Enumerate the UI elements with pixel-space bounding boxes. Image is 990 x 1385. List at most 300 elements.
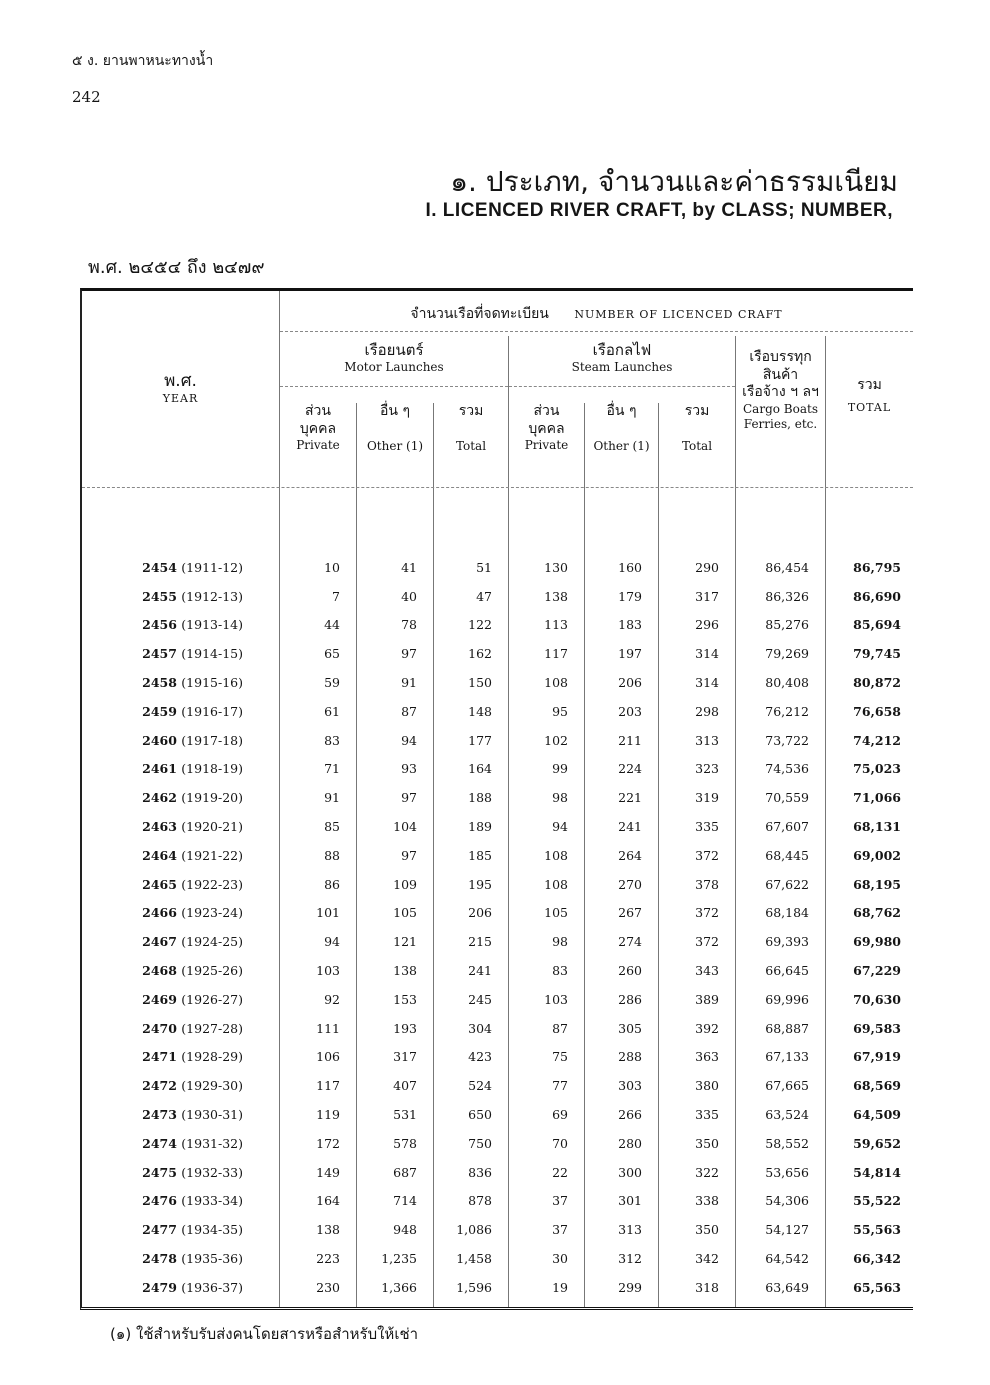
steam-private-header — [509, 403, 584, 453]
year-period: (1912-13) — [181, 588, 243, 604]
private-thai-1: ส่วน — [533, 403, 560, 419]
st-cell: 335 — [695, 1107, 719, 1123]
cargo-cell: 69,996 — [765, 991, 809, 1007]
so-cell: 179 — [618, 588, 642, 604]
st-cell: 350 — [695, 1135, 719, 1151]
header-rule — [280, 386, 508, 387]
header-rule — [509, 386, 735, 387]
private-thai-2: บุคคล — [299, 420, 337, 437]
year-value: 2479 — [142, 1279, 177, 1295]
sp-cell: 99 — [552, 761, 568, 777]
mt-cell: 185 — [468, 847, 492, 863]
total-cell: 67,229 — [853, 963, 901, 979]
sp-cell: 30 — [552, 1251, 568, 1267]
year-cell — [82, 611, 279, 640]
licensed-header-thai: จำนวนเรือที่จดทะเบียน — [410, 306, 549, 322]
st-cell: 335 — [695, 819, 719, 835]
table-row — [82, 582, 913, 611]
cargo-header-thai-3: เรือจ้าง ฯ ลฯ — [742, 384, 819, 400]
data-body — [82, 553, 913, 1302]
total-cell: 64,509 — [853, 1107, 901, 1123]
sp-cell: 95 — [552, 703, 568, 719]
sub-total-english: Total — [681, 438, 713, 453]
cargo-cell: 54,127 — [765, 1222, 809, 1238]
table-row — [82, 726, 913, 755]
sp-cell: 108 — [544, 675, 568, 691]
running-head: ๕ ง. ยานพาหนะทางน้ำ — [72, 53, 214, 69]
mo-cell: 687 — [393, 1164, 417, 1180]
year-cell — [82, 1129, 279, 1158]
year-value: 2474 — [142, 1135, 177, 1151]
table-row — [82, 755, 913, 784]
year-header-english: YEAR — [162, 392, 199, 406]
mp-cell: 111 — [316, 1020, 340, 1036]
so-cell: 301 — [618, 1193, 642, 1209]
year-cell — [82, 1043, 279, 1072]
so-cell: 264 — [618, 847, 642, 863]
mo-cell: 41 — [401, 559, 417, 575]
year-cell — [82, 870, 279, 899]
sub-total-thai: รวม — [458, 403, 484, 419]
st-cell: 298 — [695, 703, 719, 719]
table-row — [82, 1129, 913, 1158]
cargo-cell: 64,542 — [765, 1251, 809, 1267]
other-english: Other (1) — [593, 438, 650, 453]
sp-cell: 130 — [544, 559, 568, 575]
motor-launches-header — [280, 341, 508, 375]
table-row — [82, 927, 913, 956]
st-cell: 389 — [695, 991, 719, 1007]
mt-cell: 47 — [476, 588, 492, 604]
year-period: (1931-32) — [181, 1135, 243, 1151]
sp-cell: 69 — [552, 1107, 568, 1123]
mo-cell: 1,235 — [381, 1251, 417, 1267]
sp-cell: 22 — [552, 1164, 568, 1180]
year-value: 2469 — [142, 991, 177, 1007]
mp-cell: 117 — [316, 1078, 340, 1094]
st-cell: 296 — [695, 617, 719, 633]
year-value: 2463 — [142, 819, 177, 835]
so-cell: 305 — [618, 1020, 642, 1036]
year-cell — [82, 1014, 279, 1043]
mo-cell: 109 — [393, 876, 417, 892]
cargo-cell: 73,722 — [765, 732, 809, 748]
year-period: (1911-12) — [181, 559, 243, 575]
year-period: (1922-23) — [181, 876, 243, 892]
mo-cell: 40 — [401, 588, 417, 604]
cargo-cell: 74,536 — [765, 761, 809, 777]
table-row — [82, 1043, 913, 1072]
so-cell: 206 — [618, 675, 642, 691]
year-cell — [82, 1215, 279, 1244]
cargo-header-english-1: Cargo Boats — [743, 401, 818, 416]
mo-cell: 317 — [393, 1049, 417, 1065]
mp-cell: 86 — [324, 876, 340, 892]
motor-header-english: Motor Launches — [344, 359, 444, 374]
table-row — [82, 697, 913, 726]
mo-cell: 104 — [393, 819, 417, 835]
cargo-cell: 67,133 — [765, 1049, 809, 1065]
so-cell: 241 — [618, 819, 642, 835]
year-period: (1921-22) — [181, 847, 243, 863]
year-value: 2461 — [142, 761, 177, 777]
mt-cell: 524 — [468, 1078, 492, 1094]
header-rule — [280, 331, 913, 332]
st-cell: 317 — [695, 588, 719, 604]
year-period: (1925-26) — [181, 963, 243, 979]
motor-private-header — [280, 403, 356, 453]
mt-cell: 189 — [468, 819, 492, 835]
st-cell: 342 — [695, 1251, 719, 1267]
total-cell: 76,658 — [853, 703, 901, 719]
mt-cell: 750 — [468, 1135, 492, 1151]
motor-other-header — [357, 403, 433, 454]
sp-cell: 37 — [552, 1222, 568, 1238]
statistics-table — [80, 288, 913, 1310]
cargo-cell: 67,665 — [765, 1078, 809, 1094]
mt-cell: 650 — [468, 1107, 492, 1123]
year-value: 2473 — [142, 1107, 177, 1123]
year-cell — [82, 1187, 279, 1216]
total-cell: 86,795 — [853, 559, 901, 575]
so-cell: 313 — [618, 1222, 642, 1238]
mt-cell: 148 — [468, 703, 492, 719]
cargo-cell: 68,445 — [765, 847, 809, 863]
other-english: Other (1) — [366, 438, 424, 453]
year-value: 2466 — [142, 905, 177, 921]
year-cell — [82, 841, 279, 870]
so-cell: 299 — [618, 1279, 642, 1295]
mp-cell: 119 — [316, 1107, 340, 1123]
year-cell — [82, 1071, 279, 1100]
sp-cell: 105 — [544, 905, 568, 921]
year-value: 2458 — [142, 675, 177, 691]
mt-cell: 195 — [468, 876, 492, 892]
table-row — [82, 1100, 913, 1129]
table-row — [82, 783, 913, 812]
total-cell: 75,023 — [853, 761, 901, 777]
mo-cell: 94 — [401, 732, 417, 748]
sp-cell: 75 — [552, 1049, 568, 1065]
year-value: 2462 — [142, 790, 177, 806]
data-table — [82, 553, 913, 1302]
total-cell: 86,690 — [853, 588, 901, 604]
motor-header-thai: เรือยนตร์ — [364, 341, 424, 359]
st-cell: 313 — [695, 732, 719, 748]
sp-cell: 117 — [544, 646, 568, 662]
title-english: I. LICENCED RIVER CRAFT, by CLASS; NUMBER, — [425, 200, 893, 221]
so-cell: 270 — [618, 876, 642, 892]
year-value: 2464 — [142, 847, 177, 863]
mt-cell: 51 — [476, 559, 492, 575]
table-row — [82, 870, 913, 899]
year-cell — [82, 726, 279, 755]
steam-other-header — [585, 403, 658, 454]
year-value: 2475 — [142, 1164, 177, 1180]
year-period: (1920-21) — [181, 819, 243, 835]
mp-cell: 164 — [316, 1193, 340, 1209]
total-cell: 71,066 — [853, 790, 901, 806]
mp-cell: 92 — [324, 991, 340, 1007]
so-cell: 267 — [618, 905, 642, 921]
private-english: Private — [296, 438, 340, 452]
cargo-cell: 63,524 — [765, 1107, 809, 1123]
so-cell: 183 — [618, 617, 642, 633]
mt-cell: 150 — [468, 675, 492, 691]
licensed-header — [280, 303, 913, 324]
year-period: (1924-25) — [181, 934, 243, 950]
sp-cell: 87 — [552, 1020, 568, 1036]
st-cell: 323 — [695, 761, 719, 777]
year-value: 2457 — [142, 646, 177, 662]
mo-cell: 407 — [393, 1078, 417, 1094]
cargo-boats-header — [736, 349, 825, 432]
year-cell — [82, 956, 279, 985]
year-cell — [82, 1273, 279, 1302]
mt-cell: 122 — [468, 617, 492, 633]
sp-cell: 103 — [544, 991, 568, 1007]
sp-cell: 108 — [544, 876, 568, 892]
total-cell: 68,762 — [853, 905, 901, 921]
private-thai-2: บุคคล — [528, 420, 565, 437]
st-cell: 322 — [695, 1164, 719, 1180]
year-cell — [82, 639, 279, 668]
licensed-header-english: NUMBER OF LICENCED CRAFT — [574, 308, 783, 321]
year-value: 2478 — [142, 1251, 177, 1267]
mp-cell: 230 — [316, 1279, 340, 1295]
year-cell — [82, 582, 279, 611]
mo-cell: 578 — [393, 1135, 417, 1151]
mo-cell: 1,366 — [381, 1279, 417, 1295]
cargo-cell: 76,212 — [765, 703, 809, 719]
cargo-cell: 66,645 — [765, 963, 809, 979]
mo-cell: 948 — [393, 1222, 417, 1238]
sp-cell: 113 — [544, 617, 568, 633]
so-cell: 197 — [618, 646, 642, 662]
year-period: (1929-30) — [181, 1078, 243, 1094]
mp-cell: 138 — [316, 1222, 340, 1238]
total-header-english: TOTAL — [847, 400, 892, 414]
mo-cell: 93 — [401, 761, 417, 777]
mo-cell: 97 — [401, 646, 417, 662]
cargo-cell: 69,393 — [765, 934, 809, 950]
year-period: (1914-15) — [181, 646, 243, 662]
mp-cell: 223 — [316, 1251, 340, 1267]
total-header-thai: รวม — [857, 377, 882, 393]
total-cell: 65,563 — [853, 1279, 901, 1295]
table-row — [82, 1273, 913, 1302]
st-cell: 314 — [695, 675, 719, 691]
year-value: 2456 — [142, 617, 177, 633]
header-rule — [82, 487, 913, 488]
total-cell: 79,745 — [853, 646, 901, 662]
table-row — [82, 1215, 913, 1244]
mo-cell: 97 — [401, 790, 417, 806]
total-cell: 69,980 — [853, 934, 901, 950]
mt-cell: 188 — [468, 790, 492, 806]
so-cell: 160 — [618, 559, 642, 575]
mp-cell: 88 — [324, 847, 340, 863]
mt-cell: 878 — [468, 1193, 492, 1209]
st-cell: 392 — [695, 1020, 719, 1036]
so-cell: 300 — [618, 1164, 642, 1180]
table-row — [82, 1071, 913, 1100]
year-value: 2460 — [142, 732, 177, 748]
mp-cell: 172 — [316, 1135, 340, 1151]
year-cell — [82, 553, 279, 582]
mt-cell: 304 — [468, 1020, 492, 1036]
cargo-cell: 86,454 — [765, 559, 809, 575]
mp-cell: 7 — [332, 588, 340, 604]
year-cell — [82, 812, 279, 841]
mo-cell: 531 — [393, 1107, 417, 1123]
st-cell: 290 — [695, 559, 719, 575]
table-row — [82, 1187, 913, 1216]
mp-cell: 85 — [324, 819, 340, 835]
st-cell: 372 — [695, 847, 719, 863]
so-cell: 280 — [618, 1135, 642, 1151]
total-cell: 67,919 — [853, 1049, 901, 1065]
so-cell: 221 — [618, 790, 642, 806]
st-cell: 350 — [695, 1222, 719, 1238]
sp-cell: 37 — [552, 1193, 568, 1209]
mo-cell: 714 — [393, 1193, 417, 1209]
year-value: 2455 — [142, 588, 177, 604]
other-thai: อื่น ๆ — [606, 403, 637, 419]
year-value: 2472 — [142, 1078, 177, 1094]
year-cell — [82, 783, 279, 812]
year-cell — [82, 985, 279, 1014]
total-cell: 74,212 — [853, 732, 901, 748]
mo-cell: 153 — [393, 991, 417, 1007]
sp-cell: 19 — [552, 1279, 568, 1295]
mp-cell: 103 — [316, 963, 340, 979]
total-header — [826, 377, 913, 414]
so-cell: 260 — [618, 963, 642, 979]
year-period: (1932-33) — [181, 1164, 243, 1180]
mt-cell: 1,596 — [456, 1279, 492, 1295]
cargo-cell: 86,326 — [765, 588, 809, 604]
mp-cell: 71 — [324, 761, 340, 777]
sp-cell: 70 — [552, 1135, 568, 1151]
mt-cell: 836 — [468, 1164, 492, 1180]
mp-cell: 149 — [316, 1164, 340, 1180]
mp-cell: 101 — [316, 905, 340, 921]
total-cell: 55,522 — [853, 1193, 901, 1209]
total-cell: 68,131 — [853, 819, 901, 835]
table-row — [82, 639, 913, 668]
table-row — [82, 553, 913, 582]
period-label: พ.ศ. ๒๔๕๔ ถึง ๒๔๗๙ — [88, 257, 265, 278]
title-thai: ๑. ประเภท, จำนวนและค่าธรรมเนียม — [450, 165, 898, 198]
mp-cell: 61 — [324, 703, 340, 719]
total-cell: 68,569 — [853, 1078, 901, 1094]
mp-cell: 65 — [324, 646, 340, 662]
year-header — [82, 371, 279, 406]
year-cell — [82, 1244, 279, 1273]
mp-cell: 106 — [316, 1049, 340, 1065]
so-cell: 224 — [618, 761, 642, 777]
table-row — [82, 668, 913, 697]
mt-cell: 162 — [468, 646, 492, 662]
mp-cell: 44 — [324, 617, 340, 633]
year-value: 2454 — [142, 559, 177, 575]
year-cell — [82, 1158, 279, 1187]
st-cell: 314 — [695, 646, 719, 662]
cargo-cell: 58,552 — [765, 1135, 809, 1151]
st-cell: 338 — [695, 1193, 719, 1209]
st-cell: 372 — [695, 905, 719, 921]
year-period: (1935-36) — [181, 1251, 243, 1267]
table-row — [82, 1014, 913, 1043]
mo-cell: 97 — [401, 847, 417, 863]
mo-cell: 193 — [393, 1020, 417, 1036]
steam-total-header — [659, 403, 735, 454]
st-cell: 363 — [695, 1049, 719, 1065]
year-cell — [82, 697, 279, 726]
cargo-cell: 80,408 — [765, 675, 809, 691]
table-row — [82, 841, 913, 870]
st-cell: 319 — [695, 790, 719, 806]
year-period: (1919-20) — [181, 790, 243, 806]
cargo-header-english-2: Ferries, etc. — [743, 416, 818, 431]
cargo-cell: 85,276 — [765, 617, 809, 633]
sp-cell: 108 — [544, 847, 568, 863]
year-period: (1933-34) — [181, 1193, 243, 1209]
mo-cell: 78 — [401, 617, 417, 633]
cargo-cell: 68,887 — [765, 1020, 809, 1036]
st-cell: 343 — [695, 963, 719, 979]
table-row — [82, 985, 913, 1014]
cargo-cell: 67,622 — [765, 876, 809, 892]
cargo-cell: 67,607 — [765, 819, 809, 835]
year-cell — [82, 755, 279, 784]
other-thai: อื่น ๆ — [380, 403, 410, 419]
cargo-header-thai-2: สินค้า — [762, 366, 799, 383]
total-cell: 68,195 — [853, 876, 901, 892]
mo-cell: 91 — [401, 675, 417, 691]
so-cell: 312 — [618, 1251, 642, 1267]
mp-cell: 10 — [324, 559, 340, 575]
year-period: (1917-18) — [181, 732, 243, 748]
mt-cell: 206 — [468, 905, 492, 921]
table-row — [82, 899, 913, 928]
sp-cell: 138 — [544, 588, 568, 604]
mt-cell: 1,458 — [456, 1251, 492, 1267]
sp-cell: 94 — [552, 819, 568, 835]
table-row — [82, 1244, 913, 1273]
table-row — [82, 956, 913, 985]
st-cell: 318 — [695, 1279, 719, 1295]
year-period: (1930-31) — [181, 1107, 243, 1123]
so-cell: 211 — [618, 732, 642, 748]
mt-cell: 1,086 — [456, 1222, 492, 1238]
so-cell: 203 — [618, 703, 642, 719]
so-cell: 288 — [618, 1049, 642, 1065]
year-period: (1934-35) — [181, 1222, 243, 1238]
cargo-header-thai-1: เรือบรรทุก — [749, 349, 812, 365]
year-period: (1918-19) — [181, 761, 243, 777]
mt-cell: 164 — [468, 761, 492, 777]
cargo-cell: 63,649 — [765, 1279, 809, 1295]
year-period: (1928-29) — [181, 1049, 243, 1065]
cargo-cell: 53,656 — [765, 1164, 809, 1180]
year-value: 2459 — [142, 703, 177, 719]
mp-cell: 94 — [324, 934, 340, 950]
total-cell: 55,563 — [853, 1222, 901, 1238]
total-cell: 54,814 — [853, 1164, 901, 1180]
total-cell: 66,342 — [853, 1251, 901, 1267]
